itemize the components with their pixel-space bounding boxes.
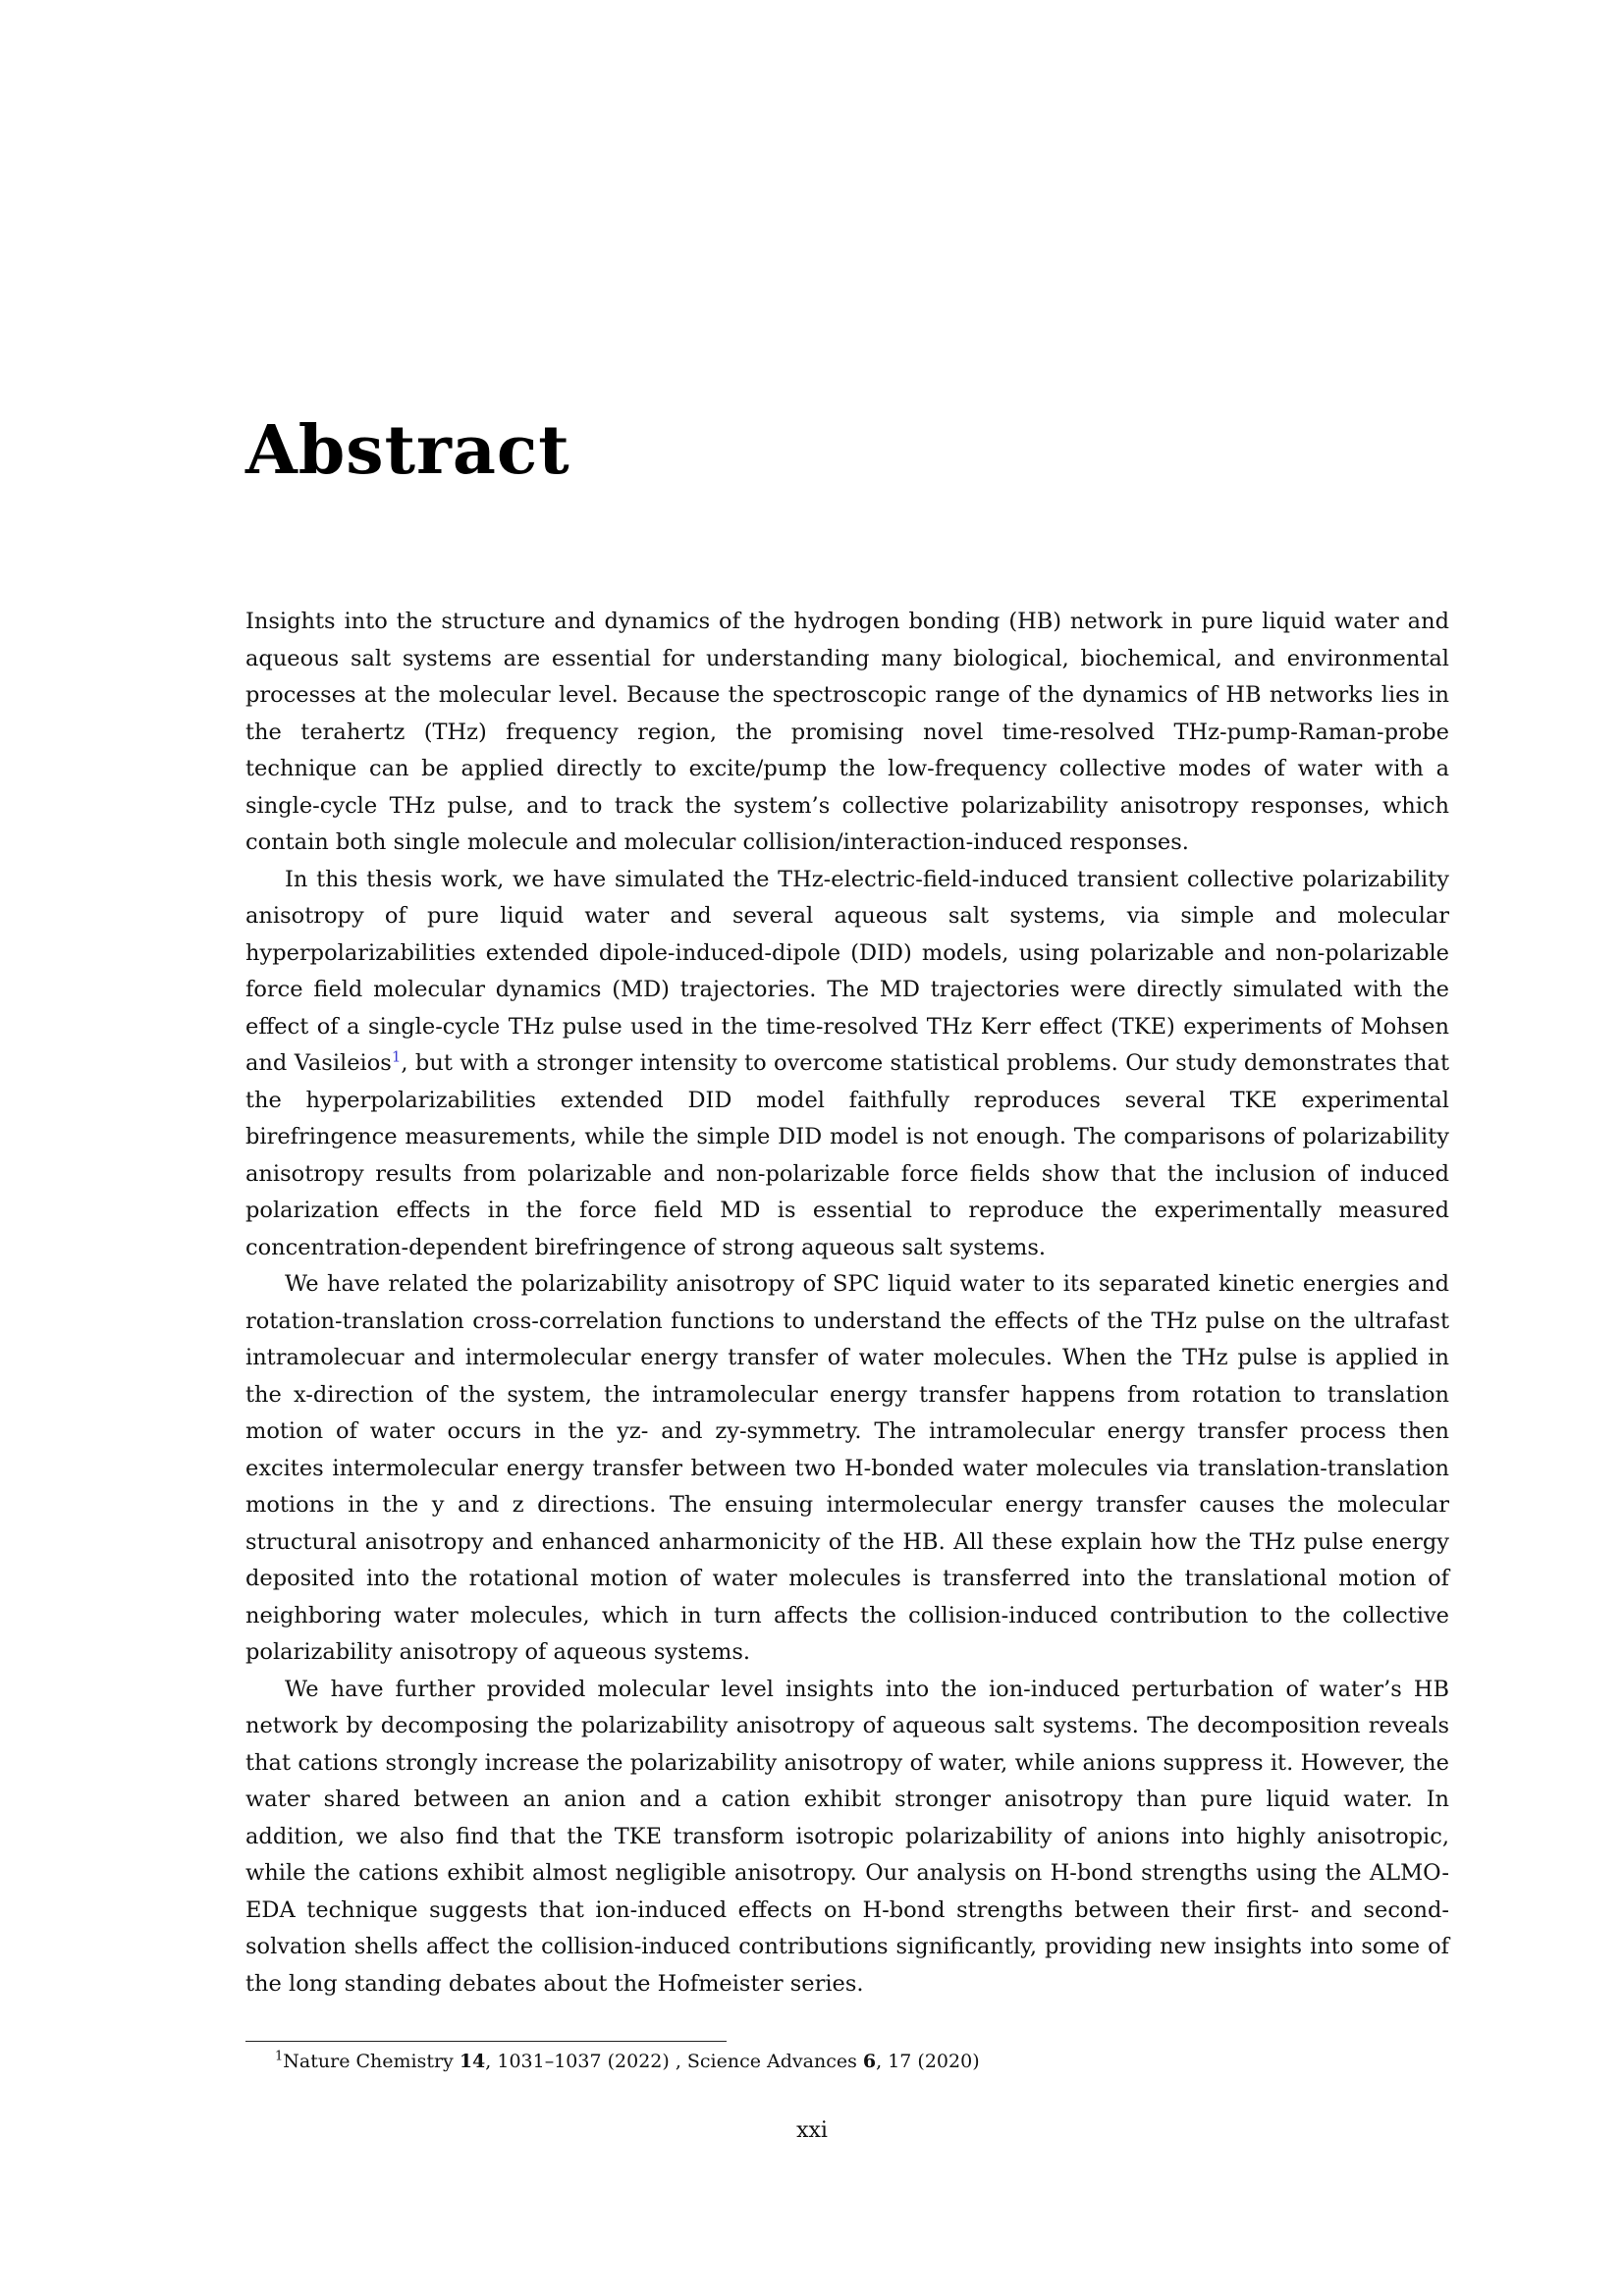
footnote-text: , 1031–1037 (2022) , Science Advances <box>485 2051 863 2072</box>
footnote-divider <box>245 2041 727 2042</box>
footnote-volume: 14 <box>459 2051 486 2072</box>
footnote-text: , 17 (2020) <box>876 2051 980 2072</box>
abstract-paragraph-4: We have further provided molecular level insights into the ion-induced perturbation of water’s HB network by decomposing the polarizability anisotropy of aqueous salt systems. The decomposition reveals that cations strongly increase the polarizability anisotropy of water, while anions suppress it. However, the water shared between an anion and a cation exhibit stronger anisotropy than pure liquid water. In addition, we also find that the TKE transform isotropic polarizability of anions into highly anisotropic, while the cations exhibit almost negligible anisotropy. Our analysis on H-bond strengths using the ALMO-EDA technique suggests that ion-induced effects on H-bond strengths between their first- and second-solvation shells affect the collision-induced contributions significantly, providing new insights into some of the long standing debates about the Hofmeister series. <box>245 1676 1449 1997</box>
footnote-volume: 6 <box>862 2051 877 2072</box>
paragraph-text: In this thesis work, we have simulated the THz-electric-field-induced transient collective polarizability anisotropy of pure liquid water and several aqueous salt systems, via simple and molecular hyperpolarizabilities extended dipole-induced-dipole (DID) models, using polarizable and non-polarizable force field molecular dynamics (MD) trajectories. The MD trajectories were directly simulated with the effect of a single-cycle THz pulse used in the time-resolved THz Kerr effect (TKE) experiments of Mohsen and Vasileios <box>245 866 1449 1076</box>
page-title: Abstract <box>245 411 570 490</box>
footnote-reference-link[interactable]: 1 <box>391 1047 402 1066</box>
footnote <box>275 2048 1443 2075</box>
abstract-paragraph-1: Insights into the structure and dynamics of the hydrogen bonding (HB) network in pure liquid water and aqueous salt systems are essential for understanding many biological, biochemical, and environmental processes at the molecular level. Because the spectroscopic range of the dynamics of HB networks lies in the terahertz (THz) frequency region, the promising novel time-resolved THz-pump-Raman-probe technique can be applied directly to excite/pump the low-frequency collective modes of water with a single-cycle THz pulse, and to track the system’s collective polarizability anisotropy responses, which contain both single molecule and molecular collision/interaction-induced responses. <box>245 609 1449 855</box>
footnote-mark: 1 <box>275 2049 284 2064</box>
page-number: xxi <box>796 2118 828 2143</box>
abstract-paragraph-2 <box>245 862 1449 1267</box>
abstract-body <box>245 604 1449 2002</box>
footnote-text: Nature Chemistry <box>283 2051 460 2072</box>
abstract-paragraph-3: We have related the polarizability anisotropy of SPC liquid water to its separated kinetic energies and rotation-translation cross-correlation functions to understand the effects of the THz pulse on the ultrafast intramolecuar and intermolecular energy transfer of water molecules. When the THz pulse is applied in the x-direction of the system, the intramolecular energy transfer happens from rotation to translation motion of water occurs in the yz- and zy-symmetry. The intramolecular energy transfer process then excites intermolecular energy transfer between two H-bonded water molecules via translation-translation motions in the y and z directions. The ensuing intermolecular energy transfer causes the molecular structural anisotropy and enhanced anharmonicity of the HB. All these explain how the THz pulse energy deposited into the rotational motion of water molecules is transferred into the translational motion of neighboring water molecules, which in turn affects the collision-induced contribution to the collective polarizability anisotropy of aqueous systems. <box>245 1271 1449 1665</box>
paragraph-text: , but with a stronger intensity to overcome statistical problems. Our study demonstrates that the hyperpolarizabilities extended DID model faithfully reproduces several TKE experimental birefringence measurements, while the simple DID model is not enough. The comparisons of polarizability anisotropy results from polarizable and non-polarizable force fields show that the inclusion of induced polarization effects in the force field MD is essential to reproduce the experimentally measured concentration-dependent birefringence of strong aqueous salt systems. <box>245 1050 1449 1260</box>
